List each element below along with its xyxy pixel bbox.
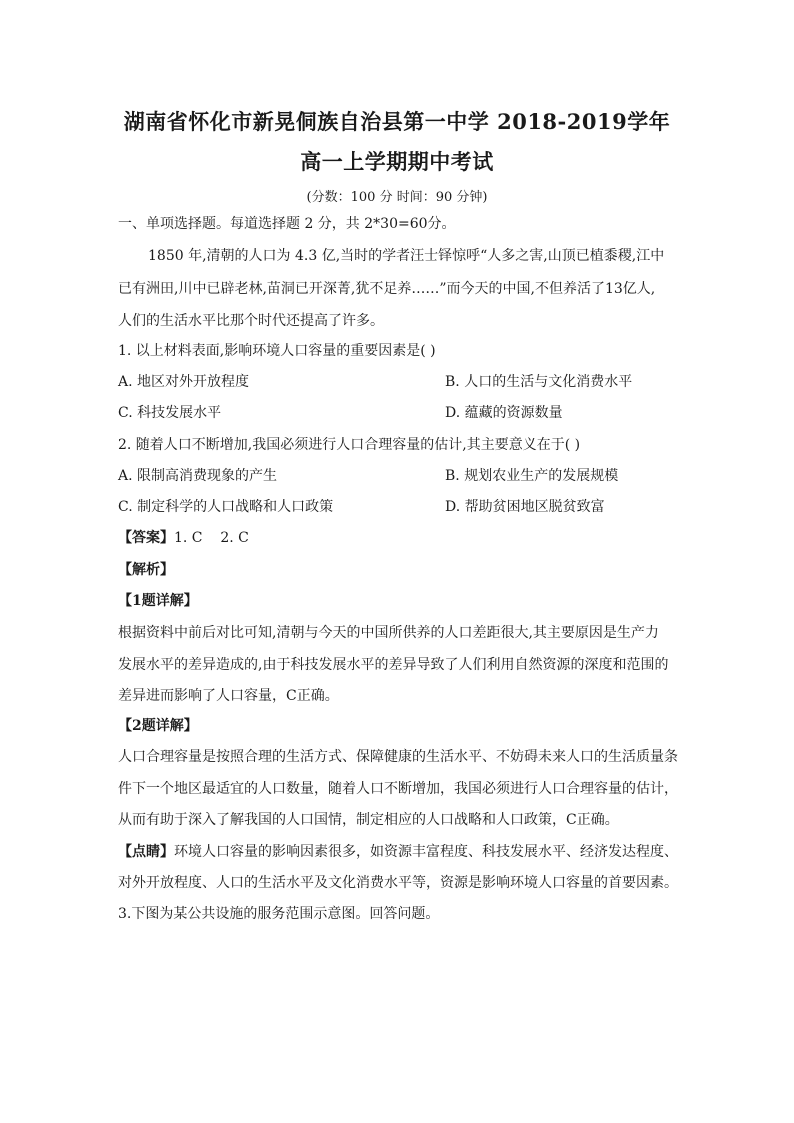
- exam-title-line1: 湖南省怀化市新晃侗族自治县第一中学 2018-2019学年: [123, 109, 671, 134]
- question-3-stem: 3.下图为某公共设施的服务范围示意图。回答问题。: [118, 906, 440, 922]
- score-time-note: (分数：100 分 时间：90 分钟): [306, 190, 488, 205]
- q2-analysis-line-3: 从而有助于深入了解我国的人口国情，制定相应的人口战略和人口政策，C正确。: [118, 812, 619, 828]
- q1-analysis-line-2: 发展水平的差异造成的,由于科技发展水平的差异导致了人们利用自然资源的深度和范围的: [118, 657, 669, 673]
- tip-text-1: 环境人口容量的影响因素很多，如资源丰富程度、科技发展水平、经济发达程度、: [174, 844, 678, 860]
- question-2-option-c: C. 制定科学的人口战略和人口政策: [118, 499, 334, 515]
- question-1-option-a: A. 地区对外开放程度: [118, 374, 250, 390]
- answer-text: 1. C 2. C: [174, 530, 249, 546]
- q2-analysis-label: 【2题详解】: [118, 718, 198, 734]
- question-2-option-a: A. 限制高消费现象的产生: [118, 468, 278, 484]
- tip-label: 【点睛】: [118, 844, 174, 860]
- section-heading: 一、单项选择题。每道选择题 2 分，共 2*30=60分。: [118, 216, 456, 232]
- q2-analysis-line-2: 件下一个地区最适宜的人口数量，随着人口不断增加，我国必须进行人口合理容量的估计，: [118, 781, 678, 797]
- question-1-option-d: D. 蕴藏的资源数量: [445, 405, 563, 421]
- q1-analysis-line-1: 根据资料中前后对比可知,清朝与今天的中国所供养的人口差距很大,其主要原因是生产力: [118, 625, 659, 641]
- q1-analysis-line-3: 差异进而影响了人口容量，C正确。: [118, 688, 339, 704]
- question-1-option-c: C. 科技发展水平: [118, 405, 222, 421]
- passage-line-3: 人们的生活水平比那个时代还提高了许多。: [118, 313, 384, 329]
- answer-label: 【答案】: [118, 530, 174, 546]
- exam-title-line2: 高一上学期期中考试: [300, 149, 494, 174]
- question-2-option-d: D. 帮助贫困地区脱贫致富: [445, 499, 605, 515]
- analysis-label: 【解析】: [118, 562, 174, 578]
- question-1-option-b: B. 人口的生活与文化消费水平: [445, 374, 633, 390]
- q1-analysis-label: 【1题详解】: [118, 593, 198, 609]
- passage-line-1: 1850 年,清朝的人口为 4.3 亿,当时的学者汪士铎惊呼“人多之害,山顶已植黍稷,江中: [148, 248, 665, 264]
- tip-line-1: [118, 843, 678, 861]
- tip-line-2: 对外开放程度、人口的生活水平及文化消费水平等，资源是影响环境人口容量的首要因素。: [118, 875, 678, 891]
- question-2-option-b: B. 规划农业生产的发展规模: [445, 468, 619, 484]
- answer-line: [118, 529, 249, 547]
- passage-line-2: 已有洲田,川中已辟老林,苗洞已开深菁,犹不足养……”而今天的中国,不但养活了13亿人,: [118, 281, 656, 297]
- q2-analysis-line-1: 人口合理容量是按照合理的生活方式、保障健康的生活水平、不妨碍未来人口的生活质量条: [118, 749, 678, 765]
- question-1-stem: 1. 以上材料表面,影响环境人口容量的重要因素是( ): [118, 343, 436, 359]
- question-2-stem: 2. 随着人口不断增加,我国必须进行人口合理容量的估计,其主要意义在于( ): [118, 437, 581, 453]
